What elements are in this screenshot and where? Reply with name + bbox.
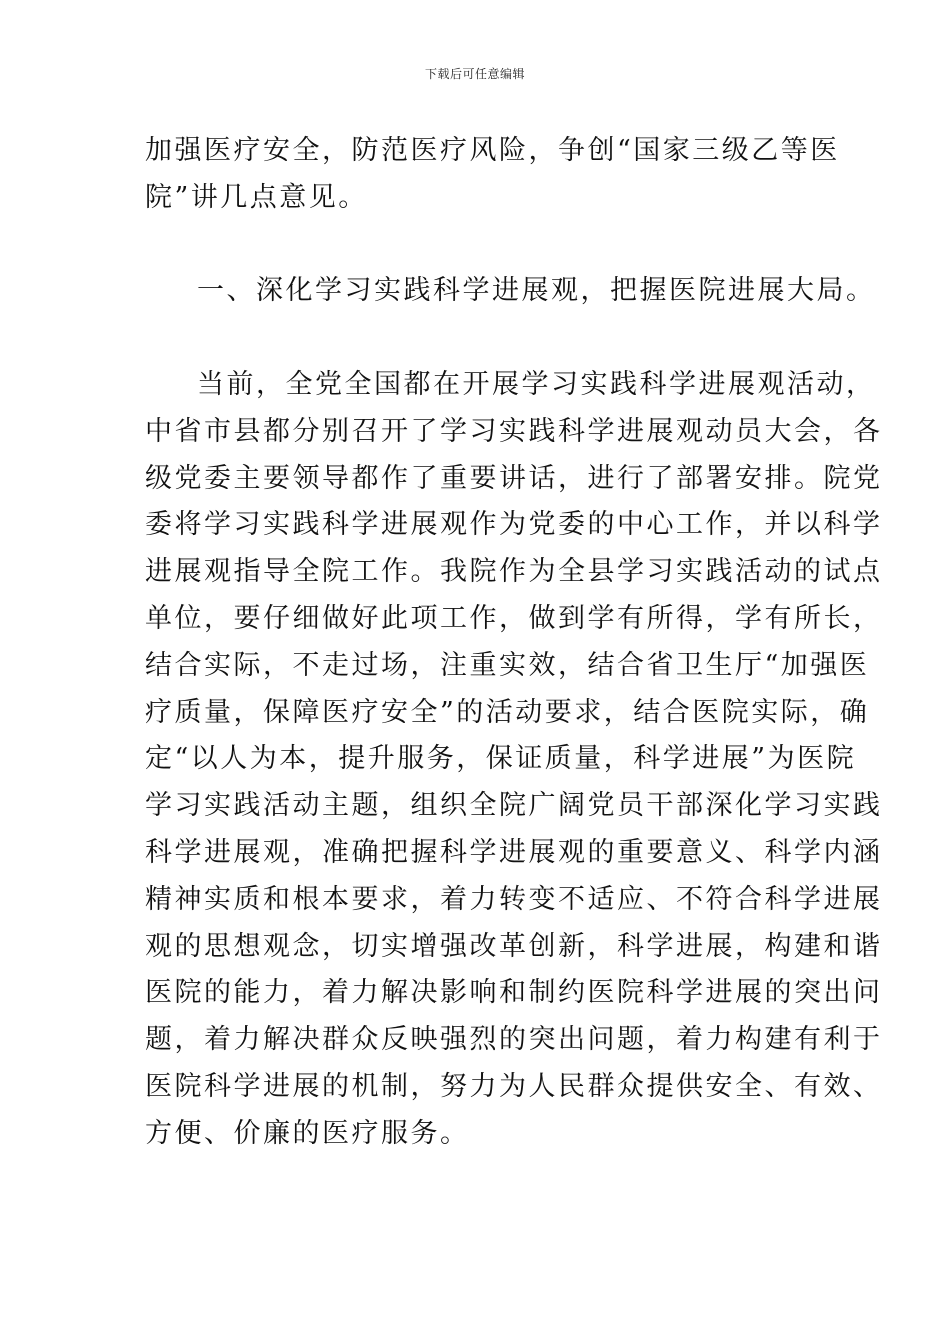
- paragraph-line: 定“以人为本，提升服务，保证质量，科学进展”为医院: [145, 743, 857, 775]
- paragraph-line: 精神实质和根本要求，着力转变不适应、不符合科学进展: [145, 883, 883, 915]
- paragraph-line: 医院的能力，着力解决影响和制约医院科学进展的突出问: [145, 977, 883, 1009]
- intro-line: 加强医疗安全，防范医疗风险，争创“国家三级乙等医: [145, 135, 840, 166]
- paragraph-line: 观的思想观念，切实增强改革创新，科学进展，构建和谐: [145, 930, 883, 962]
- paragraph-line: 方便、价廉的医疗服务。: [145, 1117, 470, 1149]
- paragraph-line: 委将学习实践科学进展观作为党委的中心工作，并以科学: [145, 509, 883, 541]
- paragraph-line: 单位，要仔细做好此项工作，做到学有所得，学有所长，: [145, 602, 883, 634]
- paragraph-line: 医院科学进展的机制，努力为人民群众提供安全、有效、: [145, 1070, 883, 1102]
- header-note: 下载后可任意编辑: [424, 67, 525, 81]
- document-body: [145, 128, 883, 1158]
- paragraph-line: 疗质量，保障医疗安全”的活动要求，结合医院实际，确: [145, 696, 870, 728]
- paragraph-line: 级党委主要领导都作了重要讲话，进行了部署安排。院党: [145, 462, 883, 494]
- section-heading: 一、深化学习实践科学进展观，把握医院进展大局。: [197, 275, 876, 307]
- paragraph-gap: [145, 315, 805, 362]
- paragraph-gap: [145, 222, 805, 269]
- paragraph-line: 结合实际，不走过场，注重实效，结合省卫生厅“加强医: [145, 649, 870, 681]
- paragraph-line: 当前，全党全国都在开展学习实践科学进展观活动，: [197, 368, 876, 400]
- paragraph-line: 中省市县都分别召开了学习实践科学进展观动员大会，各: [145, 415, 883, 447]
- paragraph-line: 学习实践活动主题，组织全院广阔党员干部深化学习实践: [145, 790, 883, 822]
- paragraph-line: 题，着力解决群众反映强烈的突出问题，着力构建有利于: [145, 1024, 883, 1056]
- paragraph-line: 科学进展观，准确把握科学进展观的重要意义、科学内涵: [145, 836, 883, 868]
- intro-line: 院”讲几点意见。: [145, 181, 368, 213]
- paragraph-line: 进展观指导全院工作。我院作为全县学习实践活动的试点: [145, 556, 883, 588]
